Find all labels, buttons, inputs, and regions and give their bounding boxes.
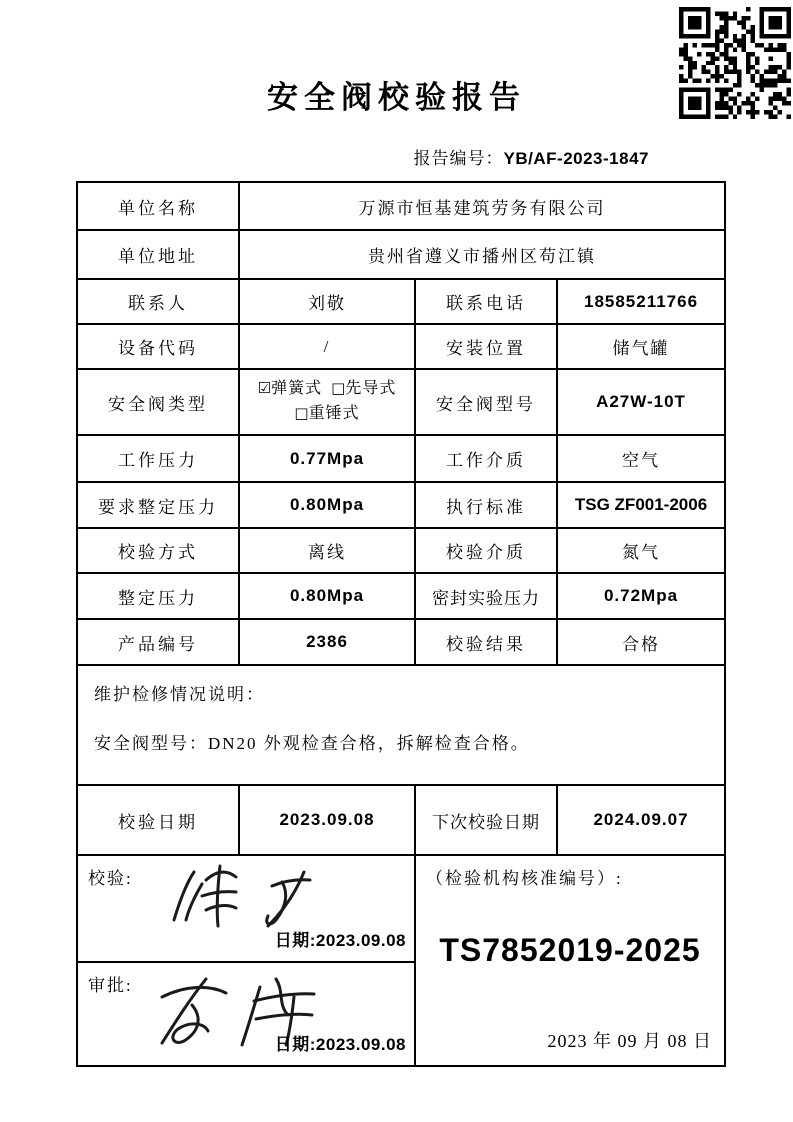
checkbox-checked-icon: ☑ xyxy=(257,379,272,398)
req-set-pressure-value: 0.80Mpa xyxy=(239,482,415,528)
checkbox-pilot-type[interactable] xyxy=(331,377,396,402)
phone-label: 联系电话 xyxy=(415,279,557,324)
unit-address-value: 贵州省遵义市播州区苟江镇 xyxy=(239,230,725,279)
valve-type-options xyxy=(239,369,415,435)
checker-sign-date: 日期:2023.09.08 xyxy=(274,931,406,950)
row-required-set-pressure xyxy=(77,482,725,528)
checkbox-spring-type[interactable] xyxy=(258,377,322,402)
row-calibration-method xyxy=(77,528,725,573)
calib-date-value: 2023.09.08 xyxy=(239,785,415,855)
report-table xyxy=(76,181,726,1067)
contact-label: 联系人 xyxy=(77,279,239,324)
calib-result-label: 校验结果 xyxy=(415,619,557,665)
calib-result-value: 合格 xyxy=(557,619,725,665)
seal-test-pressure-label: 密封实验压力 xyxy=(415,573,557,619)
row-calibration-date xyxy=(77,785,725,855)
maintenance-cell xyxy=(77,665,725,785)
checkbox-pilot-label: 先导式 xyxy=(345,380,397,398)
valve-model-value: A27W-10T xyxy=(557,369,725,435)
row-product-number xyxy=(77,619,725,665)
checker-label: 校验: xyxy=(88,869,133,888)
calib-date-label: 校验日期 xyxy=(77,785,239,855)
next-calib-date-value: 2024.09.07 xyxy=(557,785,725,855)
valve-type-label: 安全阀类型 xyxy=(77,369,239,435)
calib-medium-value: 氮气 xyxy=(557,528,725,573)
next-calib-date-label: 下次校验日期 xyxy=(415,785,557,855)
approver-sign-cell xyxy=(77,962,415,1066)
row-unit-name xyxy=(77,182,725,230)
row-maintenance xyxy=(77,665,725,785)
row-set-pressure xyxy=(77,573,725,619)
row-checker-sign xyxy=(77,855,725,962)
report-number-label: 报告编号： xyxy=(413,149,504,168)
phone-value: 18585211766 xyxy=(557,279,725,324)
row-contact xyxy=(77,279,725,324)
maintenance-note: 安全阀型号：DN20 外观检查合格，拆解检查合格。 xyxy=(94,734,530,753)
unit-name-value: 万源市恒基建筑劳务有限公司 xyxy=(239,182,725,230)
org-code-value: TS7852019-2025 xyxy=(439,932,701,968)
install-pos-label: 安装位置 xyxy=(415,324,557,369)
valve-model-label: 安全阀型号 xyxy=(415,369,557,435)
maintenance-title: 维护检修情况说明： xyxy=(94,685,265,704)
checkbox-spring-label: 弹簧式 xyxy=(271,380,323,398)
device-code-value: / xyxy=(239,324,415,369)
calib-method-value: 离线 xyxy=(239,528,415,573)
checkbox-weight-label: 重锤式 xyxy=(308,405,360,422)
device-code-label: 设备代码 xyxy=(77,324,239,369)
approver-sign-date: 日期:2023.09.08 xyxy=(274,1035,406,1054)
seal-test-pressure-value: 0.72Mpa xyxy=(557,573,725,619)
set-pressure-label: 整定压力 xyxy=(77,573,239,619)
row-device-code xyxy=(77,324,725,369)
checkbox-unchecked-icon: □ xyxy=(294,404,309,422)
approver-label: 审批: xyxy=(88,976,133,995)
req-set-pressure-label: 要求整定压力 xyxy=(77,482,239,528)
report-number-value: YB/AF-2023-1847 xyxy=(503,149,649,168)
set-pressure-value: 0.80Mpa xyxy=(239,573,415,619)
contact-value: 刘敬 xyxy=(239,279,415,324)
checkbox-unchecked-icon: □ xyxy=(331,379,346,398)
org-approval-cell xyxy=(415,855,725,1066)
unit-address-label: 单位地址 xyxy=(77,230,239,279)
standard-value: TSG ZF001-2006 xyxy=(557,482,725,528)
calib-medium-label: 校验介质 xyxy=(415,528,557,573)
calib-method-label: 校验方式 xyxy=(77,528,239,573)
unit-name-label: 单位名称 xyxy=(77,182,239,230)
product-no-label: 产品编号 xyxy=(77,619,239,665)
report-number xyxy=(414,144,649,169)
work-pressure-value: 0.77Mpa xyxy=(239,435,415,482)
product-no-value: 2386 xyxy=(239,619,415,665)
work-pressure-label: 工作压力 xyxy=(77,435,239,482)
checkbox-weight-type[interactable] xyxy=(294,402,359,427)
page-title: 安全阀校验报告 xyxy=(267,80,526,115)
work-medium-label: 工作介质 xyxy=(415,435,557,482)
standard-label: 执行标准 xyxy=(415,482,557,528)
install-pos-value: 储气罐 xyxy=(557,324,725,369)
row-work-pressure xyxy=(77,435,725,482)
checker-sign-cell xyxy=(77,855,415,962)
row-unit-address xyxy=(77,230,725,279)
work-medium-value: 空气 xyxy=(557,435,725,482)
org-date: 2023 年 09 月 08 日 xyxy=(547,1031,713,1051)
row-valve-type xyxy=(77,369,725,435)
org-code-label: （检验机构核准编号）: xyxy=(426,869,623,888)
